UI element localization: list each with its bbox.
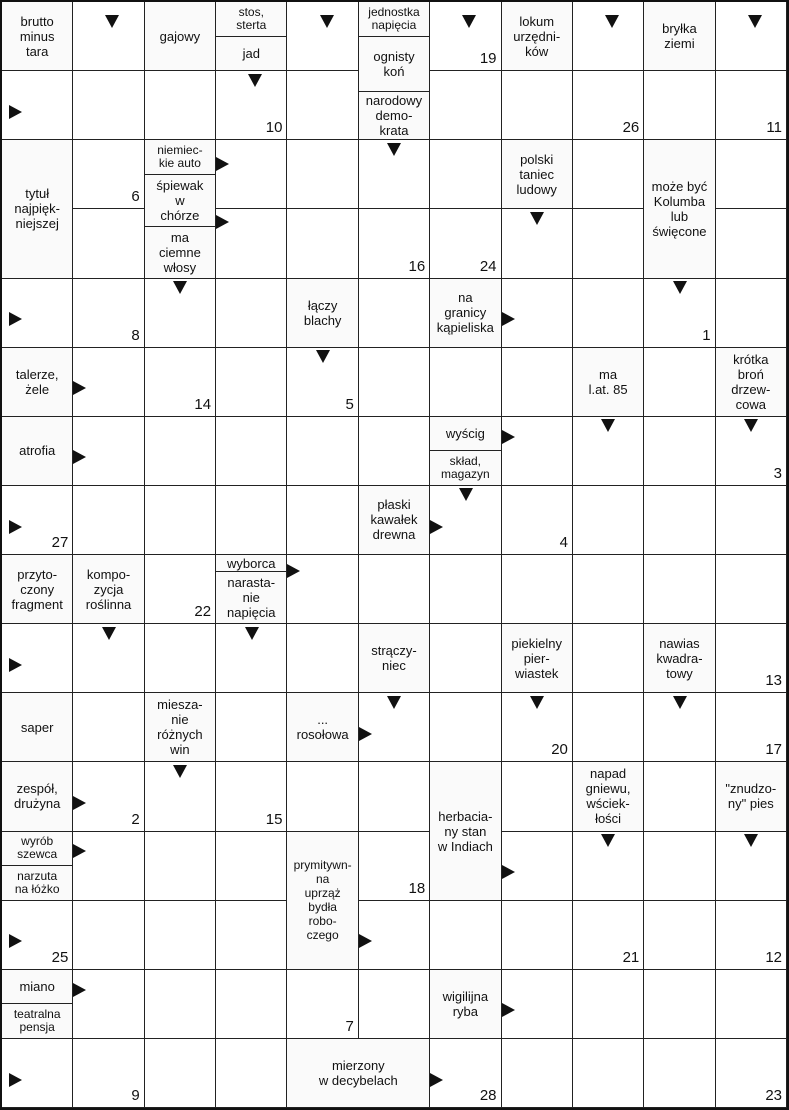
answer-cell[interactable]	[430, 555, 501, 624]
arrow-down-icon	[102, 627, 116, 640]
answer-cell[interactable]	[644, 348, 715, 417]
arrow-down-icon	[387, 143, 401, 156]
arrow-right-icon	[359, 934, 372, 948]
answer-cell[interactable]	[573, 279, 644, 348]
arrow-down-icon	[459, 488, 473, 501]
arrow-down-icon	[673, 696, 687, 709]
clue-box: narodowy demo- krata	[359, 92, 430, 140]
answer-cell[interactable]	[287, 2, 358, 71]
arrow-down-icon	[316, 350, 330, 363]
cell-number: 10	[265, 119, 283, 137]
answer-cell[interactable]	[216, 970, 287, 1039]
clue-box: stos, sterta	[216, 2, 287, 37]
answer-cell[interactable]	[573, 2, 644, 71]
arrow-right-icon	[9, 1073, 22, 1087]
clue-box: teatralna pensja	[2, 1004, 73, 1039]
arrow-right-icon	[9, 105, 22, 119]
clue-box: herbacia- ny stan w Indiach	[430, 762, 501, 900]
clue-box: wyrób szewca	[2, 832, 73, 867]
answer-cell[interactable]	[145, 1039, 216, 1108]
arrow-down-icon	[605, 15, 619, 28]
cell-number: 27	[51, 534, 69, 551]
arrow-down-icon	[173, 765, 187, 778]
arrow-right-icon	[9, 658, 22, 672]
answer-cell[interactable]	[73, 209, 144, 278]
clue-box: przyto- czony fragment	[2, 555, 73, 624]
clue-box: wigilijna ryba	[430, 970, 501, 1039]
clue-box: skład, magazyn	[430, 451, 501, 486]
answer-cell[interactable]	[573, 970, 644, 1039]
cell-number: 7	[345, 1017, 354, 1035]
arrow-right-icon	[73, 450, 86, 464]
clue-box: prymitywn- na uprząż bydła robo- czego	[287, 832, 358, 970]
cell-number: 11	[766, 119, 782, 137]
clue-box: gajowy	[145, 2, 216, 71]
answer-cell[interactable]	[216, 693, 287, 762]
answer-cell[interactable]	[216, 279, 287, 348]
clue-box: ognisty koń	[359, 37, 430, 92]
answer-cell[interactable]	[573, 1039, 644, 1108]
answer-cell[interactable]	[287, 417, 358, 486]
answer-cell[interactable]	[145, 624, 216, 693]
answer-cell[interactable]	[145, 486, 216, 555]
arrow-right-icon	[73, 796, 86, 810]
cell-number: 28	[479, 1087, 497, 1104]
answer-cell[interactable]	[216, 901, 287, 970]
answer-cell[interactable]	[73, 486, 144, 555]
cell-number: 14	[194, 395, 212, 413]
cell-number: 6	[131, 188, 140, 206]
arrow-down-icon	[748, 15, 762, 28]
answer-cell[interactable]	[287, 762, 358, 831]
clue-box: płaski kawałek drewna	[359, 486, 430, 555]
answer-cell[interactable]	[573, 624, 644, 693]
arrow-down-icon	[462, 15, 476, 28]
clue-box: brutto minus tara	[2, 2, 73, 71]
clue-box: narzuta na łóżko	[2, 866, 73, 901]
clue-box: kompo- zycja roślinna	[73, 555, 144, 624]
clue-box: narasta- nie napięcia	[216, 572, 287, 624]
answer-cell[interactable]	[287, 71, 358, 140]
answer-cell[interactable]	[573, 140, 644, 209]
clue-box: nawias kwadra- towy	[644, 624, 715, 693]
arrow-down-icon	[601, 419, 615, 432]
answer-cell[interactable]	[716, 555, 787, 624]
cell-number: 24	[479, 257, 497, 275]
answer-cell[interactable]	[573, 486, 644, 555]
answer-cell[interactable]	[216, 140, 287, 209]
arrow-right-icon	[502, 1003, 515, 1017]
clue-box: niemiec- kie auto	[145, 140, 216, 175]
clue-box: piekielny pier- wiastek	[502, 624, 573, 693]
clue-box: ma ciemne włosy	[145, 227, 216, 279]
clue-box: lokum urzędni- ków	[502, 2, 573, 71]
clue-box: talerze, żele	[2, 348, 73, 417]
answer-cell[interactable]	[502, 555, 573, 624]
arrow-down-icon	[744, 419, 758, 432]
clue-box: miesza- nie różnych win	[145, 693, 216, 762]
answer-cell[interactable]	[430, 693, 501, 762]
answer-cell[interactable]	[430, 140, 501, 209]
answer-cell[interactable]	[644, 1039, 715, 1108]
answer-cell[interactable]	[644, 71, 715, 140]
answer-cell[interactable]	[644, 970, 715, 1039]
clue-box: saper	[2, 693, 73, 762]
answer-cell[interactable]	[430, 71, 501, 140]
clue-box: "znudzo- ny" pies	[716, 762, 787, 831]
answer-cell[interactable]	[145, 71, 216, 140]
cell-number: 3	[773, 464, 782, 482]
arrow-right-icon	[430, 1073, 443, 1087]
answer-cell[interactable]	[73, 901, 144, 970]
answer-cell[interactable]	[644, 417, 715, 486]
cell-number: 18	[408, 879, 426, 897]
arrow-right-icon	[502, 312, 515, 326]
cell-number: 12	[765, 948, 782, 966]
cell-number: 17	[765, 741, 782, 759]
clue-box: śpiewak w chórze	[145, 175, 216, 227]
answer-cell[interactable]	[430, 348, 501, 417]
answer-cell[interactable]	[73, 693, 144, 762]
answer-cell[interactable]	[573, 555, 644, 624]
answer-cell[interactable]	[216, 832, 287, 901]
arrow-down-icon	[320, 15, 334, 28]
answer-cell[interactable]	[359, 970, 430, 1039]
answer-cell[interactable]	[145, 901, 216, 970]
arrow-down-icon	[173, 281, 187, 294]
cell-number: 1	[702, 326, 711, 344]
answer-cell[interactable]	[502, 901, 573, 970]
arrow-down-icon	[248, 74, 262, 87]
cell-number: 20	[551, 741, 568, 759]
clue-box: napad gniewu, wściek- łości	[573, 762, 644, 831]
answer-cell[interactable]	[573, 209, 644, 278]
answer-cell[interactable]	[716, 970, 787, 1039]
arrow-right-icon	[430, 520, 443, 534]
clue-box: miano	[2, 970, 73, 1005]
answer-cell[interactable]	[430, 901, 501, 970]
answer-cell[interactable]	[73, 71, 144, 140]
answer-cell[interactable]	[716, 486, 787, 555]
clue-box: jednostka napięcia	[359, 2, 430, 37]
arrow-down-icon	[387, 696, 401, 709]
answer-cell[interactable]	[644, 832, 715, 901]
clue-box: zespół, drużyna	[2, 762, 73, 831]
clue-box: wyścig	[430, 417, 501, 452]
cell-number: 2	[131, 810, 140, 828]
answer-cell[interactable]	[716, 209, 787, 278]
answer-cell[interactable]	[359, 279, 430, 348]
arrow-right-icon	[216, 157, 229, 171]
cell-number: 8	[131, 326, 140, 344]
arrow-right-icon	[73, 844, 86, 858]
arrow-right-icon	[9, 312, 22, 326]
answer-cell[interactable]	[644, 486, 715, 555]
answer-cell[interactable]	[716, 140, 787, 209]
clue-box: strączy- niec	[359, 624, 430, 693]
cell-number: 4	[559, 534, 568, 551]
cell-number: 23	[765, 1087, 782, 1104]
cell-number: 22	[194, 603, 212, 621]
cell-number: 13	[765, 672, 782, 690]
answer-cell[interactable]	[287, 624, 358, 693]
answer-cell[interactable]	[644, 901, 715, 970]
answer-cell[interactable]	[287, 140, 358, 209]
answer-cell[interactable]	[216, 348, 287, 417]
arrow-right-icon	[287, 564, 300, 578]
answer-cell[interactable]	[287, 209, 358, 278]
arrow-right-icon	[9, 520, 22, 534]
clue-box: ma l.at. 85	[573, 348, 644, 417]
clue-box: atrofia	[2, 417, 73, 486]
arrow-down-icon	[530, 696, 544, 709]
answer-cell[interactable]	[502, 417, 573, 486]
answer-cell[interactable]	[502, 71, 573, 140]
arrow-right-icon	[502, 865, 515, 879]
arrow-right-icon	[502, 430, 515, 444]
cell-number: 26	[622, 119, 640, 137]
answer-cell[interactable]	[359, 555, 430, 624]
answer-cell[interactable]	[287, 486, 358, 555]
answer-cell[interactable]	[502, 762, 573, 831]
arrow-down-icon	[105, 15, 119, 28]
arrow-right-icon	[73, 983, 86, 997]
arrow-right-icon	[359, 727, 372, 741]
answer-cell[interactable]	[359, 417, 430, 486]
cell-number: 25	[51, 948, 69, 966]
answer-cell[interactable]	[716, 2, 787, 71]
arrow-down-icon	[673, 281, 687, 294]
arrow-right-icon	[216, 215, 229, 229]
arrow-down-icon	[601, 834, 615, 847]
arrow-right-icon	[73, 381, 86, 395]
clue-box: polski taniec ludowy	[502, 140, 573, 209]
answer-cell[interactable]	[145, 417, 216, 486]
answer-cell[interactable]	[73, 970, 144, 1039]
answer-cell[interactable]	[502, 1039, 573, 1108]
clue-box: łączy blachy	[287, 279, 358, 348]
cell-number: 21	[622, 948, 640, 966]
answer-cell[interactable]	[145, 970, 216, 1039]
answer-cell[interactable]	[216, 1039, 287, 1108]
arrow-right-icon	[9, 934, 22, 948]
answer-cell[interactable]	[216, 486, 287, 555]
clue-box: bryłka ziemi	[644, 2, 715, 71]
cell-number: 19	[479, 50, 497, 68]
arrow-down-icon	[744, 834, 758, 847]
clue-box: może być Kolumba lub święcone	[644, 140, 715, 278]
answer-cell[interactable]	[573, 693, 644, 762]
cell-number: 5	[345, 395, 354, 413]
clue-box: tytuł najpięk- niejszej	[2, 140, 73, 278]
arrow-down-icon	[530, 212, 544, 225]
clue-box: ... rosołowa	[287, 693, 358, 762]
answer-cell[interactable]	[73, 2, 144, 71]
answer-cell[interactable]	[430, 624, 501, 693]
clue-box: jad	[216, 37, 287, 72]
answer-cell[interactable]	[644, 555, 715, 624]
clue-box: krótka broń drzew- cowa	[716, 348, 787, 417]
clue-box: wyborca	[216, 555, 287, 572]
answer-cell[interactable]	[644, 762, 715, 831]
answer-cell[interactable]	[359, 762, 430, 831]
cell-number: 15	[265, 810, 283, 828]
clue-box: mierzony w decybelach	[287, 1039, 430, 1108]
clue-box: na granicy kąpieliska	[430, 279, 501, 348]
answer-cell[interactable]	[359, 348, 430, 417]
answer-cell[interactable]	[716, 279, 787, 348]
cell-number: 16	[408, 257, 426, 275]
answer-cell[interactable]	[216, 417, 287, 486]
answer-cell[interactable]	[73, 832, 144, 901]
arrow-down-icon	[245, 627, 259, 640]
answer-cell[interactable]	[502, 348, 573, 417]
answer-cell[interactable]	[145, 832, 216, 901]
cell-number: 9	[131, 1087, 140, 1104]
